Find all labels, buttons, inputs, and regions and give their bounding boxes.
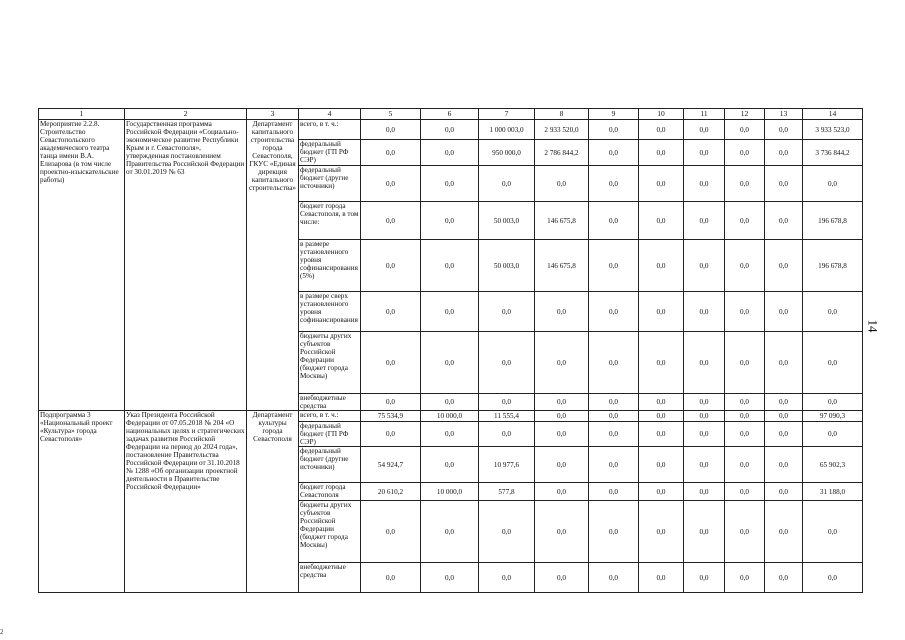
amount-cell: 0,0 — [361, 202, 421, 240]
amount-cell: 97 090,3 — [803, 411, 863, 422]
amount-cell: 75 534,9 — [361, 411, 421, 422]
amount-cell: 0,0 — [639, 501, 684, 563]
column-number: 8 — [535, 109, 589, 120]
amount-cell: 0,0 — [725, 411, 765, 422]
amount-cell: 11 555,4 — [479, 411, 535, 422]
amount-cell: 0,0 — [535, 292, 589, 332]
amount-cell: 0,0 — [479, 563, 535, 593]
amount-cell: 0,0 — [725, 563, 765, 593]
amount-cell: 0,0 — [684, 332, 725, 394]
amount-cell: 0,0 — [421, 394, 479, 411]
amount-cell: 0,0 — [535, 411, 589, 422]
amount-cell: 0,0 — [684, 394, 725, 411]
amount-cell: 0,0 — [589, 240, 639, 292]
amount-cell: 0,0 — [421, 140, 479, 166]
column-number: 10 — [639, 109, 684, 120]
amount-cell: 0,0 — [361, 292, 421, 332]
funding-source-label: всего, в т. ч.: — [299, 411, 361, 422]
amount-cell: 0,0 — [684, 240, 725, 292]
column-number: 13 — [765, 109, 803, 120]
amount-cell: 0,0 — [361, 240, 421, 292]
amount-cell: 0,0 — [803, 332, 863, 394]
amount-cell: 0,0 — [535, 501, 589, 563]
amount-cell: 0,0 — [765, 483, 803, 501]
amount-cell: 0,0 — [361, 332, 421, 394]
amount-cell: 54 924,7 — [361, 447, 421, 483]
amount-cell: 0,0 — [639, 422, 684, 447]
amount-cell: 0,0 — [639, 411, 684, 422]
amount-cell: 3 933 523,0 — [803, 120, 863, 140]
amount-cell: 10 000,0 — [421, 411, 479, 422]
amount-cell: 0,0 — [725, 501, 765, 563]
subprogram-block — [39, 411, 863, 593]
amount-cell: 0,0 — [479, 332, 535, 394]
amount-cell: 0,0 — [589, 501, 639, 563]
amount-cell: 0,0 — [639, 394, 684, 411]
amount-cell: 0,0 — [479, 292, 535, 332]
amount-cell: 0,0 — [765, 332, 803, 394]
amount-cell: 146 675,8 — [535, 202, 589, 240]
amount-cell: 0,0 — [361, 120, 421, 140]
amount-cell: 0,0 — [421, 501, 479, 563]
column-number: 3 — [247, 109, 299, 120]
amount-cell: 0,0 — [421, 447, 479, 483]
funding-source-label: внебюджетные средства — [299, 394, 361, 411]
funding-source-label: всего, в т. ч.: — [299, 120, 361, 140]
amount-cell: 0,0 — [639, 292, 684, 332]
table-row — [39, 120, 863, 140]
amount-cell: 0,0 — [765, 202, 803, 240]
amount-cell: 0,0 — [421, 240, 479, 292]
amount-cell: 0,0 — [684, 140, 725, 166]
responsible-executor: Департамент культуры города Севастополя — [247, 411, 299, 593]
amount-cell: 0,0 — [535, 422, 589, 447]
amount-cell: 0,0 — [684, 501, 725, 563]
amount-cell: 0,0 — [639, 563, 684, 593]
column-number: 5 — [361, 109, 421, 120]
amount-cell: 0,0 — [589, 166, 639, 202]
amount-cell: 950 000,0 — [479, 140, 535, 166]
amount-cell: 50 003,0 — [479, 202, 535, 240]
amount-cell: 0,0 — [803, 394, 863, 411]
amount-cell: 0,0 — [589, 394, 639, 411]
amount-cell: 31 188,0 — [803, 483, 863, 501]
amount-cell: 0,0 — [639, 202, 684, 240]
amount-cell: 65 902,3 — [803, 447, 863, 483]
column-number: 1 — [39, 109, 125, 120]
amount-cell: 0,0 — [639, 332, 684, 394]
amount-cell: 0,0 — [684, 447, 725, 483]
amount-cell: 0,0 — [803, 501, 863, 563]
amount-cell: 0,0 — [765, 166, 803, 202]
amount-cell: 0,0 — [421, 563, 479, 593]
amount-cell: 2 933 520,0 — [535, 120, 589, 140]
amount-cell: 0,0 — [639, 447, 684, 483]
column-number-row — [39, 109, 863, 120]
amount-cell: 0,0 — [684, 422, 725, 447]
amount-cell: 3 736 844,2 — [803, 140, 863, 166]
funding-source-label: федеральный бюджет (другие источники) — [299, 447, 361, 483]
amount-cell: 0,0 — [589, 332, 639, 394]
amount-cell: 0,0 — [765, 447, 803, 483]
activity-name: Мероприятие 2.2.8. Строительство Севастопольского академического театра танца имени В.А. Елизарова (в том числе проектно-изыскательские работы) — [39, 120, 125, 411]
amount-cell: 0,0 — [725, 140, 765, 166]
funding-source-label: бюджет города Севастополя, в том числе: — [299, 202, 361, 240]
column-number: 14 — [803, 109, 863, 120]
amount-cell: 0,0 — [639, 240, 684, 292]
amount-cell: 0,0 — [535, 447, 589, 483]
amount-cell: 0,0 — [589, 292, 639, 332]
amount-cell: 0,0 — [535, 563, 589, 593]
amount-cell: 0,0 — [725, 202, 765, 240]
amount-cell: 0,0 — [765, 563, 803, 593]
amount-cell: 0,0 — [725, 447, 765, 483]
responsible-executor: Департамент капитального строительства города Севастополя, ГКУС «Единая дирекция капитального строительства» — [247, 120, 299, 411]
funding-source-label: федеральный бюджет (ГП РФ СЭР) — [299, 140, 361, 166]
amount-cell: 0,0 — [361, 166, 421, 202]
amount-cell: 0,0 — [589, 483, 639, 501]
amount-cell: 10 977,6 — [479, 447, 535, 483]
funding-source-label: федеральный бюджет (ГП РФ СЭР) — [299, 422, 361, 447]
amount-cell: 0,0 — [725, 422, 765, 447]
amount-cell: 1 000 003,0 — [479, 120, 535, 140]
amount-cell: 0,0 — [684, 166, 725, 202]
amount-cell: 0,0 — [535, 166, 589, 202]
amount-cell: 0,0 — [361, 140, 421, 166]
scan-edge-mark: 2 — [0, 628, 4, 636]
amount-cell: 0,0 — [421, 120, 479, 140]
amount-cell: 0,0 — [725, 292, 765, 332]
funding-source-label: в размере установленного уровня софинансирования (5%) — [299, 240, 361, 292]
amount-cell: 0,0 — [421, 202, 479, 240]
amount-cell: 0,0 — [684, 411, 725, 422]
program-basis: Государственная программа Российской Федерации «Социально-экономическое развитие Республики Крым и г. Севастополя», утвержденная постановлением Правительства Российской Федерации от 30.01.2019 № 63 — [125, 120, 247, 411]
funding-source-label: бюджет города Севастополя — [299, 483, 361, 501]
amount-cell: 0,0 — [589, 202, 639, 240]
amount-cell: 196 678,8 — [803, 240, 863, 292]
amount-cell: 0,0 — [421, 292, 479, 332]
funding-source-label: бюджеты других субъектов Российской Федерации (бюджет города Москвы) — [299, 332, 361, 394]
amount-cell: 50 003,0 — [479, 240, 535, 292]
legal-basis: Указ Президента Российской Федерации от 07.05.2018 № 204 «О национальных целях и стратегических задачах развития Российской Федерации на период до 2024 года», постановление Правительства Российской Федерации от 31.10.2018 № 1288 «Об организации проектной деятельности в Правительстве Российской Федерации» — [125, 411, 247, 593]
amount-cell: 0,0 — [479, 422, 535, 447]
funding-source-label: бюджеты других субъектов Российской Федерации (бюджет города Москвы) — [299, 501, 361, 563]
amount-cell: 0,0 — [589, 563, 639, 593]
amount-cell: 0,0 — [421, 422, 479, 447]
amount-cell: 0,0 — [803, 563, 863, 593]
amount-cell: 0,0 — [765, 140, 803, 166]
column-number: 7 — [479, 109, 535, 120]
amount-cell: 0,0 — [765, 501, 803, 563]
table-row — [39, 411, 863, 422]
amount-cell: 0,0 — [421, 166, 479, 202]
column-number: 2 — [125, 109, 247, 120]
amount-cell: 0,0 — [684, 483, 725, 501]
funding-source-label: федеральный бюджет (другие источники) — [299, 166, 361, 202]
amount-cell: 0,0 — [535, 394, 589, 411]
amount-cell: 0,0 — [479, 394, 535, 411]
amount-cell: 0,0 — [589, 411, 639, 422]
amount-cell: 0,0 — [765, 394, 803, 411]
amount-cell: 0,0 — [535, 483, 589, 501]
amount-cell: 0,0 — [421, 332, 479, 394]
column-number: 9 — [589, 109, 639, 120]
column-number: 6 — [421, 109, 479, 120]
column-number: 11 — [684, 109, 725, 120]
amount-cell: 0,0 — [639, 120, 684, 140]
amount-cell: 0,0 — [765, 422, 803, 447]
activity-block — [39, 120, 863, 411]
amount-cell: 0,0 — [589, 140, 639, 166]
amount-cell: 0,0 — [725, 240, 765, 292]
amount-cell: 0,0 — [479, 501, 535, 563]
amount-cell: 0,0 — [725, 483, 765, 501]
funding-source-label: в размере сверх установленного уровня софинансирования — [299, 292, 361, 332]
amount-cell: 0,0 — [725, 332, 765, 394]
amount-cell: 0,0 — [684, 120, 725, 140]
column-number: 4 — [299, 109, 361, 120]
amount-cell: 0,0 — [639, 140, 684, 166]
budget-table — [38, 108, 863, 593]
amount-cell: 0,0 — [361, 563, 421, 593]
amount-cell: 2 786 844,2 — [535, 140, 589, 166]
amount-cell: 196 678,8 — [803, 202, 863, 240]
amount-cell: 0,0 — [684, 563, 725, 593]
amount-cell: 0,0 — [803, 422, 863, 447]
amount-cell: 0,0 — [725, 166, 765, 202]
amount-cell: 0,0 — [639, 483, 684, 501]
amount-cell: 0,0 — [803, 292, 863, 332]
amount-cell: 0,0 — [639, 166, 684, 202]
amount-cell: 0,0 — [589, 447, 639, 483]
amount-cell: 0,0 — [361, 394, 421, 411]
amount-cell: 0,0 — [361, 422, 421, 447]
amount-cell: 0,0 — [765, 120, 803, 140]
amount-cell: 0,0 — [765, 292, 803, 332]
amount-cell: 0,0 — [479, 166, 535, 202]
amount-cell: 0,0 — [684, 292, 725, 332]
amount-cell: 0,0 — [361, 501, 421, 563]
amount-cell: 0,0 — [589, 422, 639, 447]
amount-cell: 0,0 — [725, 394, 765, 411]
column-number: 12 — [725, 109, 765, 120]
amount-cell: 0,0 — [535, 332, 589, 394]
page-number: 14 — [865, 319, 881, 333]
amount-cell: 0,0 — [765, 240, 803, 292]
subprogram-name: Подпрограмма 3 «Национальный проект «Культура» города Севастополя» — [39, 411, 125, 593]
amount-cell: 10 000,0 — [421, 483, 479, 501]
funding-source-label: внебюджетные средства — [299, 563, 361, 593]
amount-cell: 0,0 — [803, 166, 863, 202]
amount-cell: 0,0 — [589, 120, 639, 140]
amount-cell: 577,8 — [479, 483, 535, 501]
amount-cell: 0,0 — [765, 411, 803, 422]
amount-cell: 0,0 — [725, 120, 765, 140]
amount-cell: 0,0 — [684, 202, 725, 240]
amount-cell: 20 610,2 — [361, 483, 421, 501]
amount-cell: 146 675,8 — [535, 240, 589, 292]
